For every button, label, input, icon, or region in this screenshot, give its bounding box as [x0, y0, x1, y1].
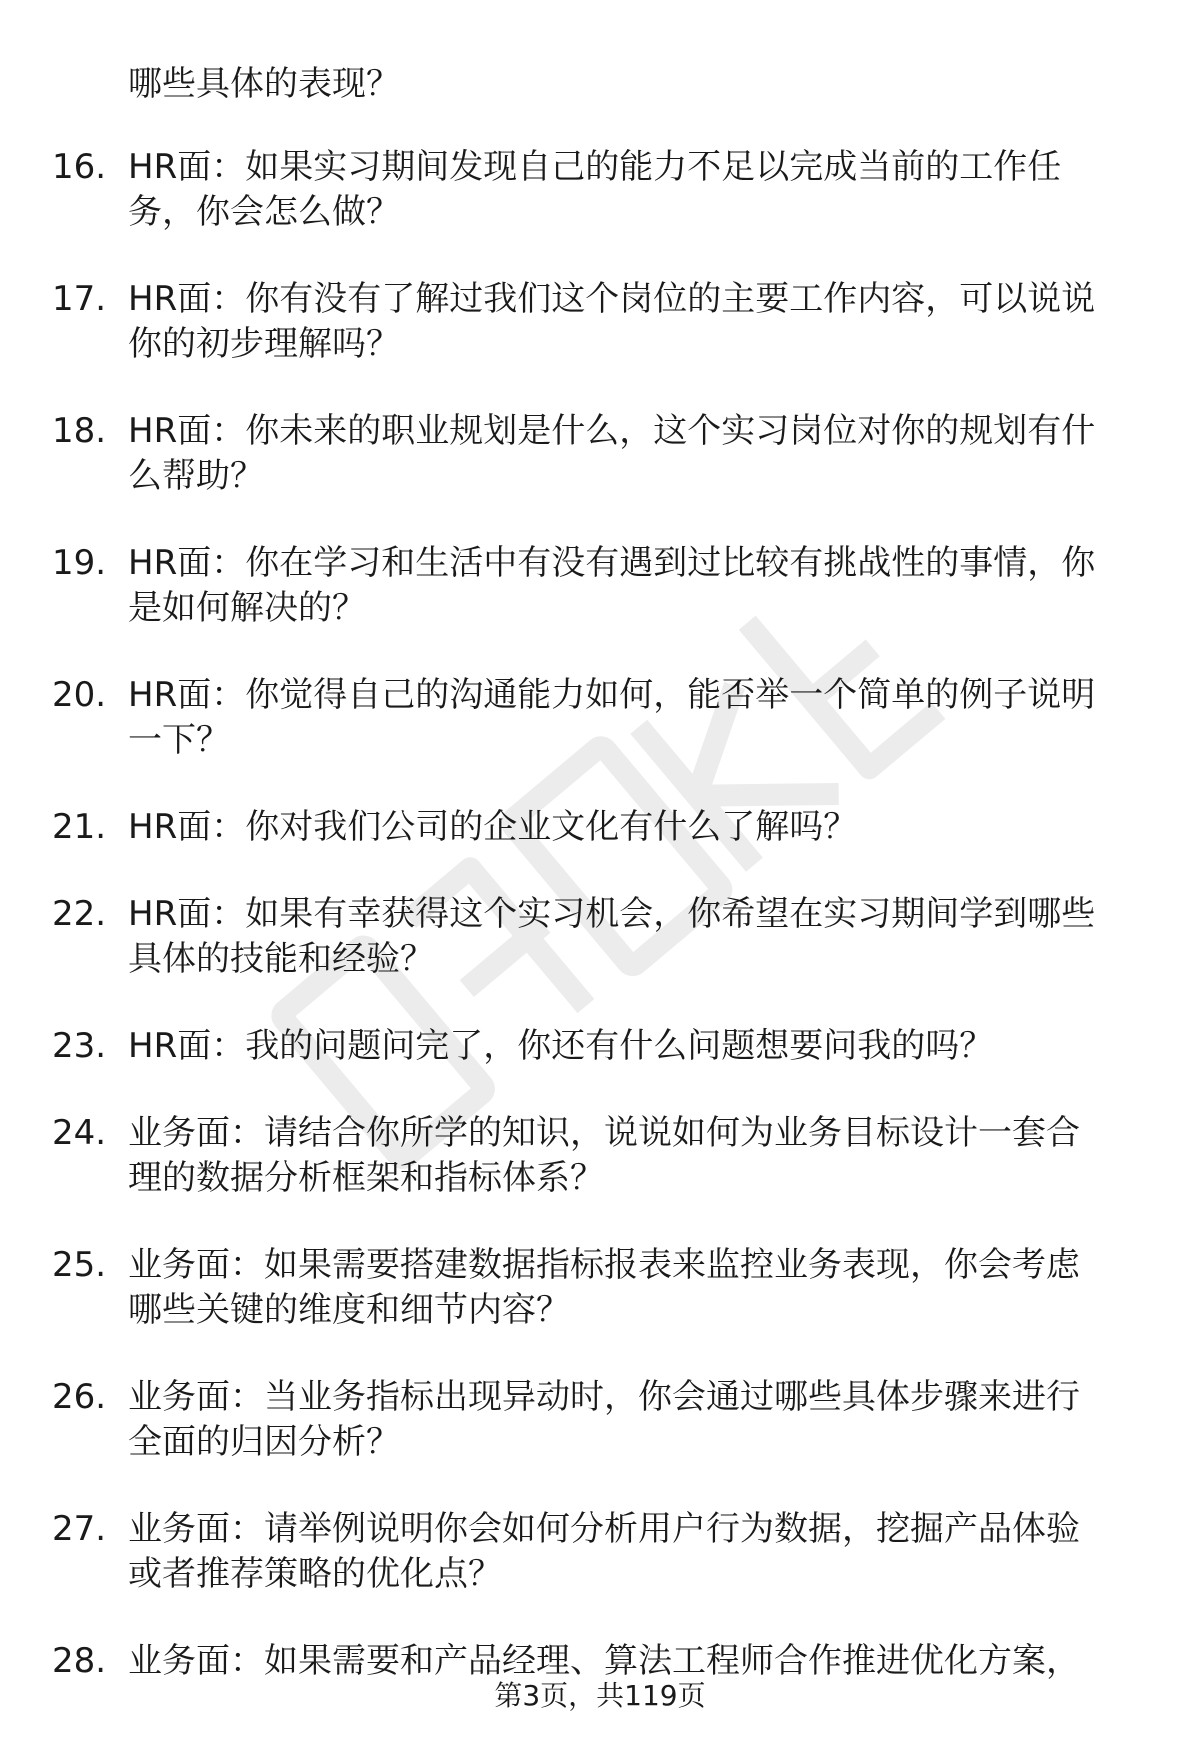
- list-item: [0, 673, 1200, 805]
- list-item: [0, 1243, 1200, 1375]
- question-number: 23.: [52, 1026, 107, 1066]
- list-item: [0, 892, 1200, 1024]
- question-number: 22.: [52, 894, 107, 934]
- question-text: 业务面：请举例说明你会如何分析用户行为数据，挖掘产品体验 或者推荐策略的优化点？: [128, 1509, 1080, 1594]
- question-text: HR面：你未来的职业规划是什么，这个实习岗位对你的规划有什 么帮助？: [128, 411, 1096, 496]
- question-text: HR面：我的问题问完了，你还有什么问题想要问我的吗？: [128, 1026, 994, 1066]
- question-number: 16.: [52, 147, 107, 187]
- question-text: HR面：你对我们公司的企业文化有什么了解吗？: [128, 807, 858, 847]
- list-item: [0, 1111, 1200, 1243]
- question-number: 18.: [52, 411, 107, 451]
- question-text: HR面：你在学习和生活中有没有遇到过比较有挑战性的事情，你 是如何解决的？: [128, 543, 1096, 628]
- page-footer: 第3页，共119页: [494, 1679, 706, 1712]
- list-item: [0, 145, 1200, 277]
- list-item: [0, 1507, 1200, 1639]
- list-item: [0, 541, 1200, 673]
- list-item: [0, 277, 1200, 409]
- question-number: 19.: [52, 543, 107, 583]
- question-number: 20.: [52, 675, 107, 715]
- list-item: [0, 1375, 1200, 1507]
- question-list: [0, 145, 1200, 1699]
- list-item: [0, 409, 1200, 541]
- question-number: 25.: [52, 1245, 107, 1285]
- question-text: HR面：如果有幸获得这个实习机会，你希望在实习期间学到哪些 具体的技能和经验？: [128, 894, 1096, 979]
- list-item: [0, 805, 1200, 892]
- question-text: HR面：你觉得自己的沟通能力如何，能否举一个简单的例子说明 一下？: [128, 675, 1096, 760]
- question-text: 业务面：当业务指标出现异动时，你会通过哪些具体步骤来进行 全面的归因分析？: [128, 1377, 1080, 1462]
- question-number: 17.: [52, 279, 107, 319]
- list-item: [0, 1024, 1200, 1111]
- question-number: 21.: [52, 807, 107, 847]
- question-number: 28.: [52, 1641, 107, 1681]
- question-number: 27.: [52, 1509, 107, 1549]
- question-text: 业务面：请结合你所学的知识，说说如何为业务目标设计一套合 理的数据分析框架和指标体系？: [128, 1113, 1080, 1198]
- question-text: HR面：你有没有了解过我们这个岗位的主要工作内容，可以说说 你的初步理解吗？: [128, 279, 1096, 364]
- question-text: HR面：如果实习期间发现自己的能力不足以完成当前的工作任 务，你会怎么做？: [128, 147, 1062, 232]
- question-text: 业务面：如果需要搭建数据指标报表来监控业务表现，你会考虑 哪些关键的维度和细节内容？: [128, 1245, 1080, 1330]
- question-number: 24.: [52, 1113, 107, 1153]
- question-text: 业务面：如果需要和产品经理、算法工程师合作推进优化方案，: [128, 1641, 1080, 1681]
- continuation-line: 哪些具体的表现？: [128, 64, 400, 104]
- question-number: 26.: [52, 1377, 107, 1417]
